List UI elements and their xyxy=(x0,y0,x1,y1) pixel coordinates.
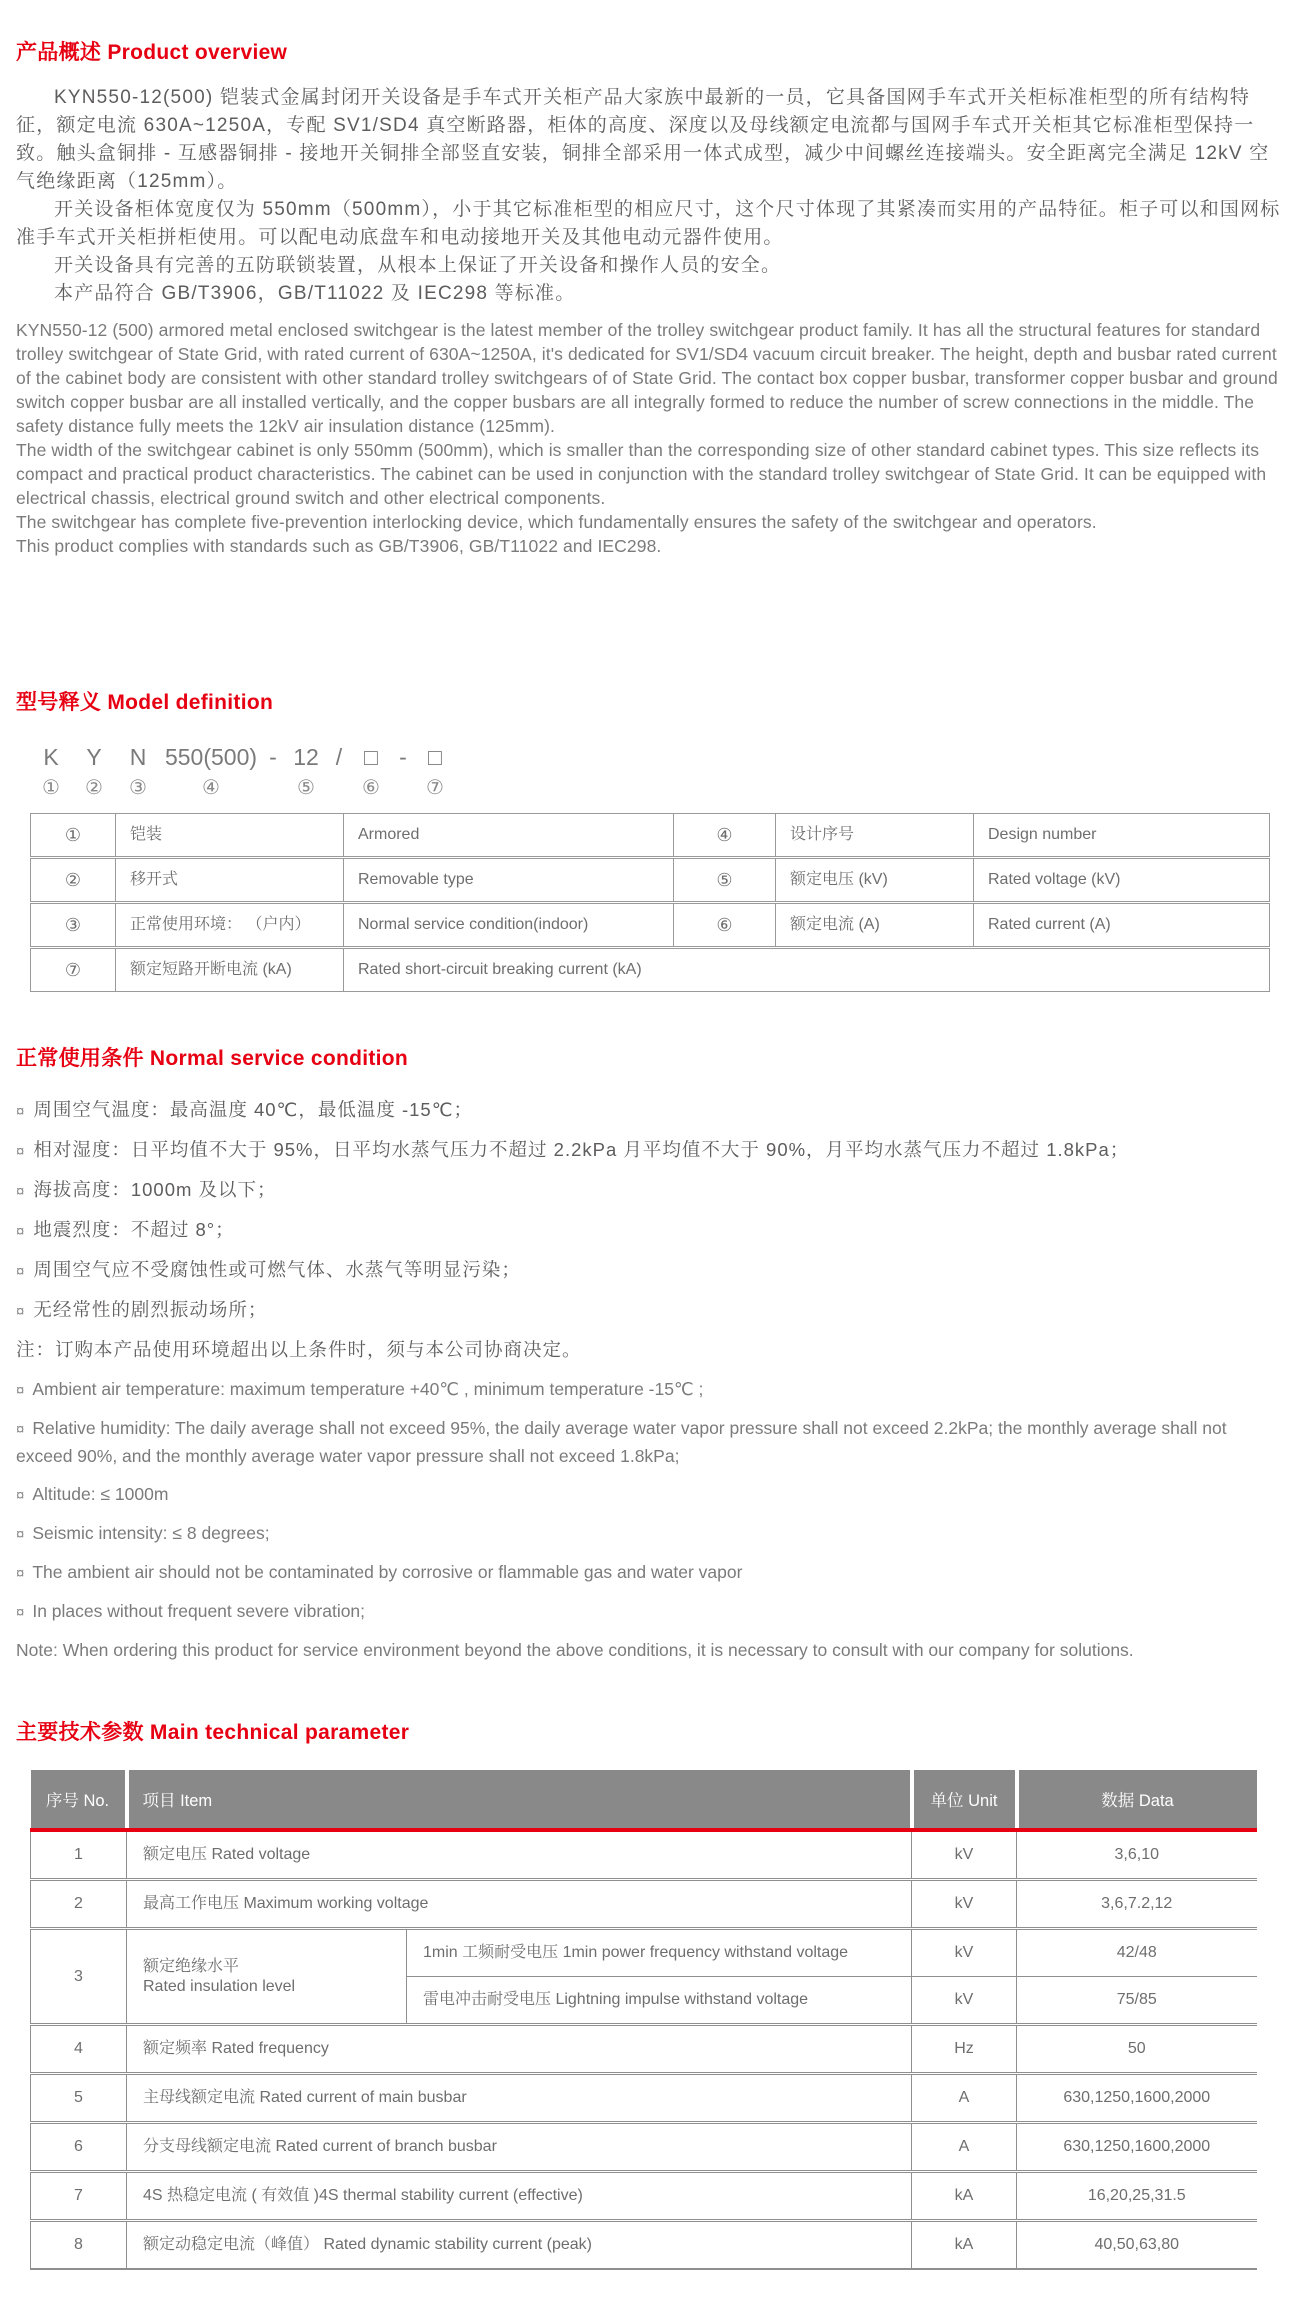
cell-subitem: 雷电冲击耐受电压 Lightning impulse withstand voltage xyxy=(407,1977,912,2025)
model-code-segment xyxy=(28,742,74,799)
overview-en-paragraph: The switchgear has complete five-prevention interlocking device, which fundamentally ensures the safety of the switchgear and operators. xyxy=(16,512,1097,532)
cell-unit: kA xyxy=(912,2172,1017,2221)
service-item-en: Ambient air temperature: maximum temperature +40℃ , minimum temperature -15℃ ; xyxy=(32,1379,704,1399)
model-code-segment xyxy=(352,742,390,799)
overview-cn-paragraphs xyxy=(16,84,1286,308)
table-header-row xyxy=(31,1770,1257,1830)
model-cell-cn: 设计序号 xyxy=(776,814,974,858)
cell-item xyxy=(127,1929,407,2025)
model-cell-num: ③ xyxy=(31,903,116,948)
cell-no: 8 xyxy=(31,2221,127,2270)
model-cell-cn: 额定短路开断电流 (kA) xyxy=(116,948,344,992)
model-cell-num: ② xyxy=(31,858,116,903)
model-cell-num: ① xyxy=(31,814,116,858)
model-code-char: □ xyxy=(364,744,378,770)
circled-number: ⑥ xyxy=(362,777,380,799)
list-item xyxy=(16,1256,1286,1285)
cell-data: 3,6,7.2,12 xyxy=(1017,1880,1257,1929)
cell-unit: kV xyxy=(912,1880,1017,1929)
model-code-segment xyxy=(286,742,326,799)
service-item-cn: 周围空气温度：最高温度 40℃，最低温度 -15℃； xyxy=(33,1099,473,1120)
table-row xyxy=(31,903,1270,948)
cell-unit: kA xyxy=(912,2221,1017,2270)
cell-item: 额定电压 Rated voltage xyxy=(127,1830,912,1880)
bullet-icon: ¤ xyxy=(16,1263,26,1280)
service-item-en: In places without frequent severe vibration; xyxy=(32,1601,366,1621)
model-cell-num: ⑤ xyxy=(674,858,776,903)
list-item xyxy=(16,1520,1286,1548)
circled-number: ⑦ xyxy=(426,777,444,799)
service-item-en: Relative humidity: The daily average shall not exceed 95%, the daily average water vapor pressure shall not exceed 2.2kPa; the monthly average shall not exceed 90%, and the monthly average water vapor pressure shall not exceed 1.8kPa; xyxy=(16,1418,1227,1466)
cell-item: 分支母线额定电流 Rated current of branch busbar xyxy=(127,2123,912,2172)
overview-en-paragraph: KYN550-12 (500) armored metal enclosed switchgear is the latest member of the trolley switchgear product family. It has all the structural features for standard trolley switchgear of State Grid, with rated current of 630A~1250A, it's dedicated for SV1/SD4 vacuum circuit breaker. The height, depth and busbar rated current of the cabinet body are consistent with other standard trolley switchgears of of State Grid. The contact box copper busbar, transformer copper busbar and ground switch copper busbar are all installed vertically, and the copper busbars are all integrally formed to reduce the number of screw connections in the middle. The safety distance fully meets the 12kV air insulation distance (125mm). xyxy=(16,320,1278,436)
cell-data: 50 xyxy=(1017,2025,1257,2074)
model-code-char: N xyxy=(129,744,147,770)
list-item xyxy=(16,1481,1286,1509)
model-cell-en: Rated current (A) xyxy=(974,903,1270,948)
service-item-cn: 相对湿度：日平均值不大于 95%，日平均水蒸气压力不超过 2.2kPa 月平均值不大于 90%，月平均水蒸气压力不超过 1.8kPa； xyxy=(33,1139,1130,1160)
service-item-cn: 海拔高度：1000m 及以下； xyxy=(33,1179,277,1200)
model-cell-cn: 正常使用环境： （户内） xyxy=(116,903,344,948)
model-cell-cn: 额定电流 (A) xyxy=(776,903,974,948)
list-item xyxy=(16,1296,1286,1325)
overview-cn-paragraph: 开关设备具有完善的五防联锁装置，从根本上保证了开关设备和操作人员的安全。 xyxy=(54,255,782,276)
cell-data: 40,50,63,80 xyxy=(1017,2221,1257,2270)
service-en-list xyxy=(16,1376,1286,1626)
service-note-cn: 注：订购本产品使用环境超出以上条件时，须与本公司协商决定。 xyxy=(16,1339,582,1360)
bullet-icon: ¤ xyxy=(16,1487,25,1504)
bullet-icon: ¤ xyxy=(16,1565,25,1582)
list-item xyxy=(16,1216,1286,1245)
col-header-no: 序号 No. xyxy=(31,1770,127,1830)
model-cell-num: ⑥ xyxy=(674,903,776,948)
bullet-icon: ¤ xyxy=(16,1183,26,1200)
cell-item: 额定动稳定电流（峰值） Rated dynamic stability current (peak) xyxy=(127,2221,912,2270)
cell-no: 3 xyxy=(31,1929,127,2025)
cell-data: 42/48 xyxy=(1017,1929,1257,1977)
list-item xyxy=(16,1598,1286,1626)
cell-no: 7 xyxy=(31,2172,127,2221)
cell-item: 4S 热稳定电流 ( 有效值 )4S thermal stability current (effective) xyxy=(127,2172,912,2221)
circled-number: ② xyxy=(85,777,103,799)
cell-no: 1 xyxy=(31,1830,127,1880)
service-item-en: Altitude: ≤ 1000m xyxy=(32,1484,169,1504)
service-note-en: Note: When ordering this product for service environment beyond the above conditions, it is necessary to consult with our company for solutions. xyxy=(16,1640,1134,1660)
cell-unit: A xyxy=(912,2074,1017,2123)
list-item xyxy=(16,1415,1286,1470)
cell-data: 630,1250,1600,2000 xyxy=(1017,2123,1257,2172)
cell-data: 75/85 xyxy=(1017,1977,1257,2025)
model-cell-cn: 移开式 xyxy=(116,858,344,903)
model-code-char: 550(500) xyxy=(164,744,258,770)
table-row xyxy=(31,1880,1257,1929)
overview-en-paragraphs xyxy=(16,318,1286,558)
circled-number: ⑤ xyxy=(297,777,315,799)
model-definition-table xyxy=(30,813,1270,992)
table-row xyxy=(31,2221,1257,2270)
model-code-char: 12 xyxy=(293,744,319,770)
technical-parameter-table xyxy=(30,1770,1257,2270)
cell-item: 最高工作电压 Maximum working voltage xyxy=(127,1880,912,1929)
model-code-char: Y xyxy=(86,744,102,770)
model-code-char: / xyxy=(335,744,343,770)
circled-number: ③ xyxy=(129,777,147,799)
table-row xyxy=(31,2074,1257,2123)
cell-unit: kV xyxy=(912,1830,1017,1880)
model-cell-en: Rated voltage (kV) xyxy=(974,858,1270,903)
bullet-icon: ¤ xyxy=(16,1223,26,1240)
model-code-segment xyxy=(416,742,454,799)
bullet-icon: ¤ xyxy=(16,1303,26,1320)
model-cell-en: Removable type xyxy=(344,858,674,903)
cell-item-en: Rated insulation level xyxy=(143,1977,296,1995)
cell-item-cn: 额定绝缘水平 xyxy=(143,1957,240,1975)
bullet-icon: ¤ xyxy=(16,1382,25,1399)
service-item-en: Seismic intensity: ≤ 8 degrees; xyxy=(32,1523,270,1543)
bullet-icon: ¤ xyxy=(16,1421,25,1438)
circled-number: ① xyxy=(42,777,60,799)
cell-unit: A xyxy=(912,2123,1017,2172)
list-item xyxy=(16,1096,1286,1125)
model-code-char: K xyxy=(43,744,59,770)
cell-data: 630,1250,1600,2000 xyxy=(1017,2074,1257,2123)
service-condition-section xyxy=(16,1042,1286,1664)
model-cell-en: Design number xyxy=(974,814,1270,858)
table-row xyxy=(31,2025,1257,2074)
model-cell-en: Normal service condition(indoor) xyxy=(344,903,674,948)
service-heading: 正常使用条件 Normal service condition xyxy=(16,1047,409,1070)
col-header-data: 数据 Data xyxy=(1017,1770,1257,1830)
model-cell-cn: 铠装 xyxy=(116,814,344,858)
model-code-char: - xyxy=(399,744,407,770)
model-code-segment xyxy=(74,742,114,799)
model-cell-num: ④ xyxy=(674,814,776,858)
model-cell-cn: 额定电压 (kV) xyxy=(776,858,974,903)
list-item xyxy=(16,1559,1286,1587)
technical-parameter-section xyxy=(16,1716,1286,2270)
cell-unit: kV xyxy=(912,1929,1017,1977)
overview-cn-paragraph: KYN550-12(500) 铠装式金属封闭开关设备是手车式开关柜产品大家族中最新的一员，它具备国网手车式开关柜标准柜型的所有结构特征，额定电流 630A~1250A，专配 SV1/SD4 真空断路器，柜体的高度、深度以及母线额定电流都与国网手车式开关柜其它标准柜型保持一致。触头盒铜排 - 互感器铜排 - 接地开关铜排全部竖直安装，铜排全部采用一体式成型，减少中间螺丝连接端头。安全距离完全满足 12kV 空气绝缘距离（125mm）。 xyxy=(16,87,1270,192)
table-row xyxy=(31,2172,1257,2221)
list-item xyxy=(16,1176,1286,1205)
model-code-segment xyxy=(114,742,162,799)
overview-cn-paragraph: 开关设备柜体宽度仅为 550mm（500mm），小于其它标准柜型的相应尺寸，这个尺寸体现了其紧凑而实用的产品特征。柜子可以和国网标准手车式开关柜拼柜使用。可以配电动底盘车和电动接地开关及其他电动元器件使用。 xyxy=(16,199,1281,248)
service-item-en: The ambient air should not be contaminated by corrosive or flammable gas and water vapor xyxy=(32,1562,743,1582)
list-item xyxy=(16,1136,1286,1165)
circled-number: ④ xyxy=(202,777,220,799)
cell-no: 4 xyxy=(31,2025,127,2074)
table-row xyxy=(31,2123,1257,2172)
product-overview-section xyxy=(16,36,1286,558)
bullet-icon: ¤ xyxy=(16,1604,25,1621)
cell-unit: Hz xyxy=(912,2025,1017,2074)
bullet-icon: ¤ xyxy=(16,1526,25,1543)
model-code-char: - xyxy=(269,744,277,770)
cell-no: 5 xyxy=(31,2074,127,2123)
model-cell-num: ⑦ xyxy=(31,948,116,992)
model-code-segment xyxy=(390,742,416,799)
table-row xyxy=(31,948,1270,992)
cell-subitem: 1min 工频耐受电压 1min power frequency withstand voltage xyxy=(407,1929,912,1977)
overview-cn-paragraph: 本产品符合 GB/T3906，GB/T11022 及 IEC298 等标准。 xyxy=(54,283,576,304)
service-cn-list xyxy=(16,1096,1286,1325)
table-row xyxy=(31,814,1270,858)
service-item-cn: 周围空气应不受腐蚀性或可燃气体、水蒸气等明显污染； xyxy=(33,1259,521,1280)
model-cell-en: Armored xyxy=(344,814,674,858)
model-code-diagram xyxy=(28,742,1286,799)
overview-heading: 产品概述 Product overview xyxy=(16,41,288,64)
cell-data: 3,6,10 xyxy=(1114,1846,1159,1863)
service-item-cn: 地震烈度：不超过 8°； xyxy=(33,1219,235,1240)
table-row xyxy=(31,858,1270,903)
model-cell-en: Rated short-circuit breaking current (kA) xyxy=(344,948,1270,992)
model-code-char: □ xyxy=(428,744,442,770)
overview-en-paragraph: This product complies with standards such as GB/T3906, GB/T11022 and IEC298. xyxy=(16,536,662,556)
cell-no: 6 xyxy=(31,2123,127,2172)
cell-no: 2 xyxy=(31,1880,127,1929)
overview-en-paragraph: The width of the switchgear cabinet is only 550mm (500mm), which is smaller than the corresponding size of other standard cabinet types. This size reflects its compact and practical product characteristics. The cabinet can be used in conjunction with the standard trolley switchgear of State Grid. It can be equipped with electrical chassis, electrical ground switch and other electrical components. xyxy=(16,440,1267,508)
service-item-cn: 无经常性的剧烈振动场所； xyxy=(33,1299,268,1320)
model-heading: 型号释义 Model definition xyxy=(16,691,274,714)
table-row xyxy=(31,1830,1257,1880)
table-row xyxy=(31,1929,1257,1977)
cell-item: 额定频率 Rated frequency xyxy=(127,2025,912,2074)
model-code-segment xyxy=(260,742,286,799)
model-code-segment xyxy=(162,742,260,799)
model-definition-section xyxy=(16,686,1286,992)
model-code-segment xyxy=(326,742,352,799)
bullet-icon: ¤ xyxy=(16,1143,26,1160)
list-item xyxy=(16,1376,1286,1404)
bullet-icon: ¤ xyxy=(16,1103,26,1120)
cell-item: 主母线额定电流 Rated current of main busbar xyxy=(127,2074,912,2123)
col-header-unit: 单位 Unit xyxy=(912,1770,1017,1830)
tech-heading: 主要技术参数 Main technical parameter xyxy=(16,1721,410,1744)
cell-data: 16,20,25,31.5 xyxy=(1017,2172,1257,2221)
cell-unit: kV xyxy=(912,1977,1017,2025)
col-header-item: 项目 Item xyxy=(127,1770,912,1830)
